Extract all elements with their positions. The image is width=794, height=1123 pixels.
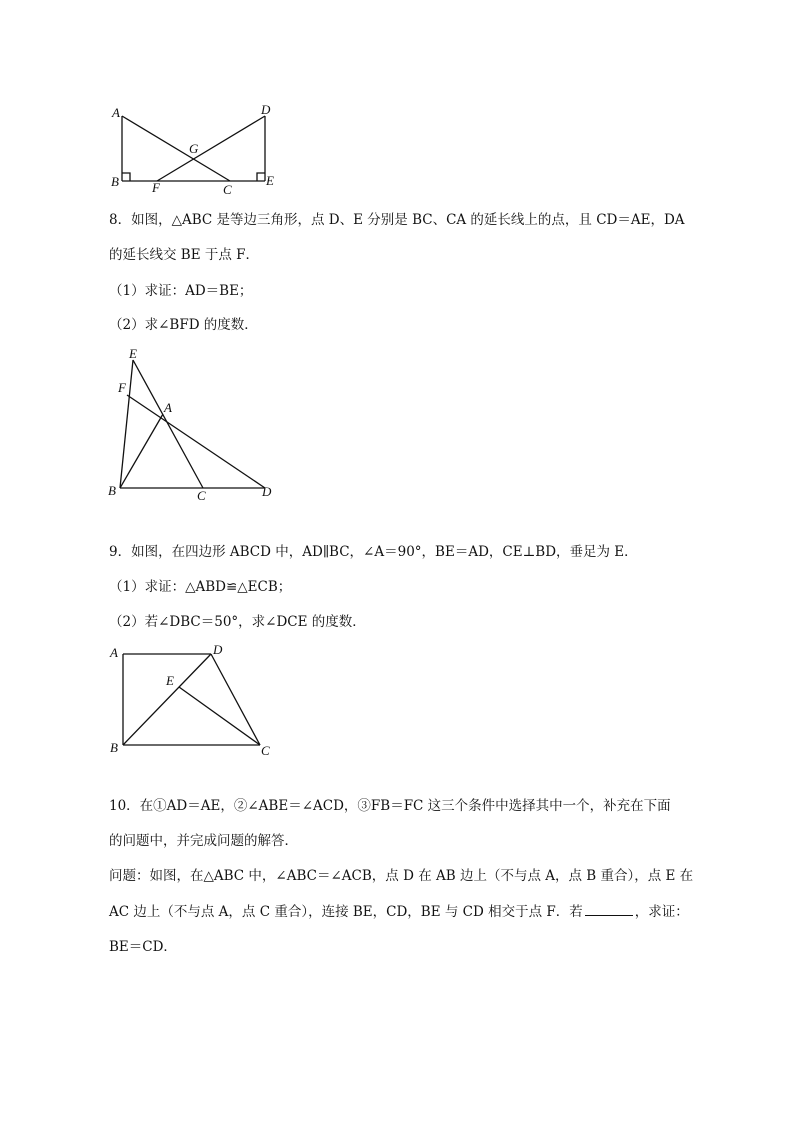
segment-ac — [122, 116, 230, 181]
q10-line2: 的问题中，并完成问题的解答． — [109, 833, 298, 849]
q8-line2: 的延长线交 BE 于点 F． — [109, 247, 260, 263]
segment-df — [157, 116, 265, 181]
label-a: A — [164, 400, 172, 415]
right-angle-e — [257, 173, 265, 181]
q8-line1: 8．如图，△ABC 是等边三角形，点 D、E 分别是 BC、CA 的延长线上的点，且 CD＝AE，DA — [109, 212, 685, 228]
segment-dc — [211, 654, 260, 745]
label-g: G — [189, 141, 199, 156]
label-c: C — [197, 488, 206, 503]
right-angle-b — [122, 173, 130, 181]
figure-q9 — [100, 640, 290, 765]
answer-blank[interactable] — [585, 903, 633, 916]
label-b: B — [108, 483, 116, 498]
label-c: C — [223, 182, 232, 197]
label-a: A — [110, 645, 118, 660]
label-d: D — [213, 642, 223, 657]
label-b: B — [110, 740, 118, 755]
label-e: E — [166, 673, 174, 688]
label-d: D — [262, 484, 272, 499]
label-e: E — [266, 173, 274, 188]
segment-ec — [133, 360, 203, 488]
q10-line4 — [109, 903, 689, 921]
q10-line4-before: AC 边上（不与点 A，点 C 重合），连接 BE，CD，BE 与 CD 相交于点 F．若 — [109, 904, 583, 920]
figure-q7 — [100, 98, 290, 198]
segment-ec — [179, 687, 260, 745]
q10-line3: 问题：如图，在△ABC 中，∠ABC＝∠ACB，点 D 在 AB 边上（不与点 A，点 B 重合），点 E 在 — [109, 868, 694, 884]
q10-line5: BE＝CD． — [109, 939, 177, 955]
label-f: F — [152, 180, 160, 195]
q10-line4-after: ，求证： — [634, 904, 689, 920]
q9-line1: 9．如图，在四边形 ABCD 中，AD∥BC，∠A＝90°，BE＝AD，CE⊥BD，垂足为 E． — [109, 544, 638, 560]
label-f: F — [118, 380, 126, 395]
segment-bd — [123, 654, 211, 745]
label-a: A — [112, 105, 120, 120]
figure-q8 — [100, 342, 290, 507]
label-b: B — [111, 174, 119, 189]
q9-part2: （2）若∠DBC＝50°，求∠DCE 的度数． — [109, 614, 366, 630]
q10-line1: 10．在①AD＝AE，②∠ABE＝∠ACD，③FB＝FC 这三个条件中选择其中一个，补充在下面 — [109, 798, 671, 814]
q9-part1: （1）求证：△ABD≌△ECB； — [109, 579, 292, 595]
label-d: D — [261, 102, 271, 117]
label-e: E — [129, 346, 137, 361]
q8-part1: （1）求证：AD＝BE； — [109, 283, 253, 299]
q8-part2: （2）求∠BFD 的度数． — [109, 317, 258, 333]
label-c: C — [261, 743, 270, 758]
